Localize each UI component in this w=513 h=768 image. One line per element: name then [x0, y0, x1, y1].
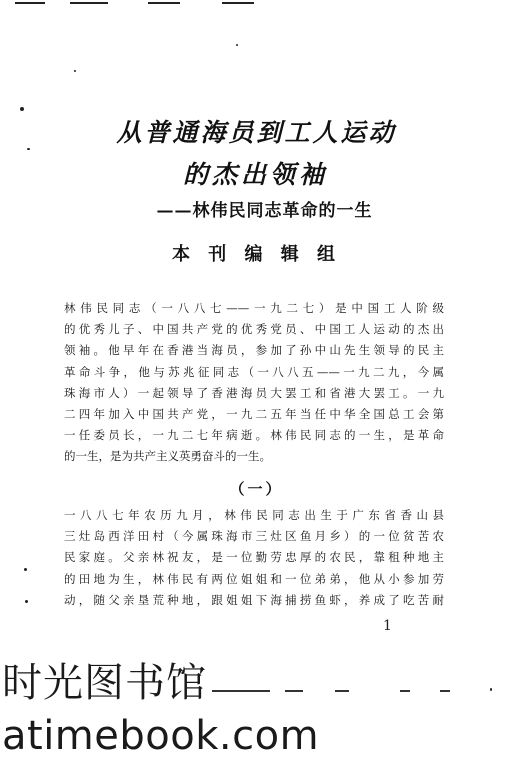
text-line: 动，随父亲垦荒种地，跟姐姐下海捕捞鱼虾，养成了吃苦耐 [64, 592, 444, 607]
text-line: 的田地为生，林伟民有两位姐姐和一位弟弟，他从小参加劳 [64, 571, 444, 586]
scan-speck [24, 568, 27, 571]
section-heading: （一） [229, 480, 284, 498]
text-line: 二四年加入中国共产党，一九二五年当任中华全国总工会第 [64, 406, 444, 421]
scan-speck [74, 70, 76, 72]
text-line: 革命斗争，他与苏兆征同志（一八八五——一九二九，今属 [64, 364, 444, 379]
text-line: 民家庭。父亲林祝友，是一位勤劳忠厚的农民，靠租种地主 [64, 550, 444, 565]
text-line: 一任委员长，一九二七年病逝。林伟民同志的一生，是革命 [64, 428, 444, 443]
scan-speck [236, 44, 238, 46]
text-line: 一八八七年农历九月，林伟民同志出生于广东省香山县 [64, 508, 444, 522]
text-line: 领袖。他早年在香港当海员，参加了孙中山先生领导的民主 [64, 343, 444, 358]
top-rule-fragment [222, 2, 254, 4]
watermark-chinese: 时光图书馆 [2, 660, 207, 706]
scan-speck [20, 107, 24, 111]
scan-speck [490, 688, 492, 691]
article-title-line-2: 的杰出领袖 [182, 160, 328, 189]
scan-dash [212, 690, 270, 692]
text-line: 林伟民同志（一八八七——一九二七）是中国工人阶级 [64, 301, 444, 315]
watermark-url: atimebook.com [2, 713, 320, 759]
article-title-line-1: 从普通海员到工人运动 [116, 118, 397, 147]
article-byline: 本 刊 编 辑 组 [171, 244, 342, 265]
scan-dash [335, 690, 349, 692]
scan-speck [25, 600, 28, 603]
paragraph-1 [64, 298, 444, 468]
scan-dash [285, 690, 303, 692]
text-line: 珠海市人）一起领导了香港海员大罢工和省港大罢工。一九 [64, 385, 444, 400]
scan-dash [400, 690, 410, 692]
scan-dash [440, 690, 450, 692]
top-rule-fragment [70, 2, 108, 4]
text-line: 的一生，是为共产主义英勇奋斗的一生。 [64, 449, 271, 464]
text-line: 三灶岛西洋田村（今属珠海市三灶区鱼月乡）的一位贫苦农 [64, 529, 444, 544]
article-subtitle: ——林伟民同志革命的一生 [156, 201, 373, 221]
top-rule-fragment [148, 2, 180, 4]
text-line: 的优秀儿子、中国共产党的优秀党员、中国工人运动的杰出 [64, 322, 444, 337]
paragraph-2 [64, 505, 444, 611]
page-number: 1 [383, 618, 392, 634]
top-rule-fragment [15, 2, 45, 4]
